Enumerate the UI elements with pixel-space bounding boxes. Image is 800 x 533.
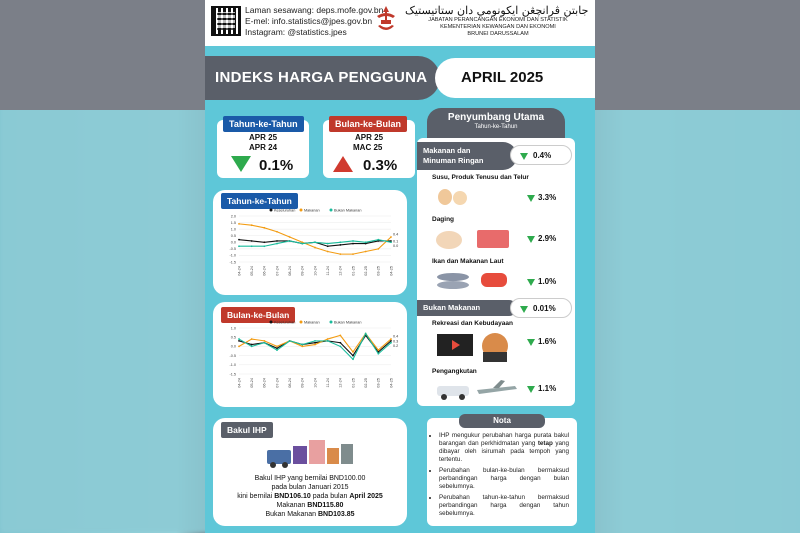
data-point bbox=[276, 240, 278, 242]
data-point bbox=[327, 340, 329, 342]
data-point bbox=[251, 224, 253, 226]
mom-value: 0.3% bbox=[363, 157, 398, 174]
x-tick-label: 06-24 bbox=[262, 378, 267, 388]
item-ikan-value: 1.0% bbox=[538, 277, 557, 286]
infographic-poster bbox=[205, 0, 595, 533]
data-point bbox=[339, 346, 341, 348]
down-arrow-icon bbox=[527, 236, 535, 243]
fish-icon bbox=[435, 269, 515, 291]
legend-label: Makanan bbox=[304, 208, 320, 213]
data-point bbox=[339, 244, 341, 246]
department-line3: BRUNEI DARUSSALAM bbox=[467, 31, 529, 37]
data-point bbox=[276, 347, 278, 349]
data-point bbox=[365, 333, 367, 335]
end-value-label: 0.2 bbox=[393, 344, 399, 349]
x-tick-label: 04-24 bbox=[237, 266, 242, 276]
x-tick-label: 01-25 bbox=[351, 378, 356, 388]
y-tick-label: -1.5 bbox=[229, 372, 236, 377]
nota-list bbox=[431, 432, 569, 521]
nota-item-1: • IHP mengukur perubahan harga purata bakul barangan dan perkhidmatan yang tetap yang dibayar oleh isirumah pada tempoh yang tertentu. bbox=[439, 432, 569, 464]
data-point bbox=[276, 231, 278, 233]
mom-chart-tag: Bulan-ke-Bulan bbox=[221, 307, 295, 323]
end-value-label: 0.4 bbox=[393, 334, 399, 339]
recreation-icon bbox=[435, 330, 515, 364]
yoy-chart-card bbox=[213, 190, 407, 295]
end-value-label: 0.3 bbox=[393, 339, 399, 344]
data-point bbox=[339, 342, 341, 344]
data-point bbox=[390, 342, 392, 344]
item-rekreasi-label: Rekreasi dan Kebudayaan bbox=[432, 320, 513, 327]
penyumbang-title: Penyumbang Utama bbox=[447, 112, 545, 123]
legend-label: Keseluruhan bbox=[274, 208, 296, 213]
y-tick-label: 1.0 bbox=[230, 326, 236, 331]
data-point bbox=[365, 241, 367, 243]
x-tick-label: 12-24 bbox=[338, 266, 343, 276]
y-tick-label: -1.0 bbox=[229, 363, 236, 368]
data-point bbox=[377, 349, 379, 351]
x-tick-label: 04-25 bbox=[389, 266, 394, 276]
down-arrow-icon bbox=[520, 306, 528, 313]
series-line bbox=[239, 224, 391, 254]
data-point bbox=[339, 241, 341, 243]
transport-icon bbox=[435, 378, 519, 402]
y-tick-label: 2.0 bbox=[230, 214, 236, 219]
y-tick-label: -0.5 bbox=[229, 353, 236, 358]
legend-marker bbox=[270, 321, 273, 324]
data-point bbox=[352, 240, 354, 242]
month-bar bbox=[435, 58, 595, 98]
instagram-text: Instagram: @statistics.jpes bbox=[245, 27, 347, 37]
item-daging-value: 2.9% bbox=[538, 234, 557, 243]
makanan-value: 0.4% bbox=[533, 151, 552, 160]
data-point bbox=[314, 241, 316, 243]
data-point bbox=[314, 344, 316, 346]
up-arrow-icon bbox=[333, 156, 353, 172]
brunei-crest-icon bbox=[373, 4, 399, 36]
bakul-tag: Bakul IHP bbox=[221, 422, 273, 438]
legend-label: Keseluruhan bbox=[274, 320, 296, 325]
data-point bbox=[390, 236, 392, 238]
y-tick-label: -1.5 bbox=[229, 260, 236, 265]
department-name bbox=[405, 4, 591, 38]
data-point bbox=[314, 342, 316, 344]
department-jawi: جابتن ڤرانچڠن ايکونومي دان ستاتيستيک bbox=[405, 4, 589, 17]
y-tick-label: 0.5 bbox=[230, 335, 236, 340]
end-value-label: 0.1 bbox=[393, 239, 399, 244]
yoy-summary-card bbox=[217, 120, 309, 178]
bakul-line5: Bukan Makanan BND103.85 bbox=[265, 511, 355, 518]
x-tick-label: 02-25 bbox=[363, 378, 368, 388]
bakul-line3: kini bernilai BND106.10 pada bulan April 2025 bbox=[237, 493, 383, 500]
data-point bbox=[327, 338, 329, 340]
data-point bbox=[238, 239, 240, 241]
bukan-header bbox=[417, 300, 517, 316]
data-point bbox=[377, 239, 379, 241]
data-point bbox=[327, 251, 329, 253]
item-pengangkutan-value: 1.1% bbox=[538, 384, 557, 393]
down-arrow-icon bbox=[527, 339, 535, 346]
data-point bbox=[276, 243, 278, 245]
data-point bbox=[327, 243, 329, 245]
end-value-label: 0.0 bbox=[393, 243, 399, 248]
x-tick-label: 09-24 bbox=[300, 378, 305, 388]
bakul-text bbox=[213, 474, 407, 519]
legend-label: Makanan bbox=[304, 320, 320, 325]
data-point bbox=[289, 240, 291, 242]
legend-marker bbox=[330, 209, 333, 212]
item-daging-label: Daging bbox=[432, 216, 455, 223]
data-point bbox=[377, 353, 379, 355]
x-tick-label: 04-24 bbox=[237, 378, 242, 388]
penyumbang-subtitle: Tahun-ke-Tahun bbox=[474, 124, 518, 130]
department-line2: KEMENTERIAN KEWANGAN DAN EKONOMI bbox=[440, 24, 556, 30]
end-value-label: 0.4 bbox=[393, 232, 399, 237]
data-point bbox=[251, 346, 253, 348]
legend-marker bbox=[300, 321, 303, 324]
data-point bbox=[301, 243, 303, 245]
mom-tag: Bulan-ke-Bulan bbox=[329, 116, 407, 132]
bukan-pill bbox=[510, 298, 572, 318]
data-point bbox=[251, 245, 253, 247]
nota-card bbox=[427, 418, 577, 526]
yoy-line2: APR 24 bbox=[249, 143, 278, 152]
data-point bbox=[289, 236, 291, 238]
data-point bbox=[238, 223, 240, 225]
legend-label: Bukan Makanan bbox=[334, 208, 362, 213]
item-pengangkutan-label: Pengangkutan bbox=[432, 368, 477, 375]
item-susu-value: 3.3% bbox=[538, 193, 557, 202]
item-ikan-label: Ikan dan Makanan Laut bbox=[432, 258, 504, 265]
y-tick-label: -0.5 bbox=[229, 247, 236, 252]
header bbox=[205, 0, 595, 46]
down-arrow-icon bbox=[527, 195, 535, 202]
data-point bbox=[339, 253, 341, 255]
x-tick-label: 01-25 bbox=[351, 266, 356, 276]
data-point bbox=[276, 346, 278, 348]
y-tick-label: -1.0 bbox=[229, 253, 236, 258]
bukan-label: Bukan Makanan bbox=[423, 303, 481, 312]
makanan-header bbox=[417, 142, 517, 170]
mom-line2: MAC 25 bbox=[353, 143, 383, 152]
yoy-line1: APR 25 bbox=[249, 133, 278, 142]
data-point bbox=[263, 342, 265, 344]
nota-title: Nota bbox=[459, 414, 545, 428]
nota-item-2: • Perubahan bulan-ke-bulan bermaksud perbandingan harga dengan bulan sebelumnya. bbox=[439, 467, 569, 491]
x-tick-label: 11-24 bbox=[325, 266, 330, 276]
qr-code-icon[interactable] bbox=[211, 6, 241, 36]
x-tick-label: 06-24 bbox=[262, 266, 267, 276]
data-point bbox=[301, 346, 303, 348]
y-tick-label: 0.0 bbox=[230, 240, 236, 245]
email-text: E-mel: info.statistics@jpes.gov.bn bbox=[245, 16, 373, 26]
bakul-line1: Bakul IHP yang bernilai BND100.00 bbox=[254, 475, 366, 482]
down-arrow-icon bbox=[231, 156, 251, 172]
data-point bbox=[238, 338, 240, 340]
bukan-value: 0.01% bbox=[533, 304, 556, 313]
yoy-value: 0.1% bbox=[259, 157, 294, 174]
data-point bbox=[314, 340, 316, 342]
x-tick-label: 09-24 bbox=[300, 266, 305, 276]
eggs-icon bbox=[435, 186, 475, 206]
page-title: INDEKS HARGA PENGGUNA bbox=[215, 69, 428, 86]
penyumbang-header bbox=[427, 108, 565, 138]
mom-chart-card bbox=[213, 302, 407, 407]
data-point bbox=[390, 338, 392, 340]
yoy-chart-tag: Tahun-ke-Tahun bbox=[221, 193, 298, 209]
y-tick-label: 0.5 bbox=[230, 234, 236, 239]
item-susu-label: Susu, Produk Tenusu dan Telur bbox=[432, 174, 529, 181]
x-tick-label: 07-24 bbox=[275, 266, 280, 276]
data-point bbox=[238, 245, 240, 247]
y-tick-label: 1.0 bbox=[230, 227, 236, 232]
makanan-label: Makanan dan Minuman Ringan bbox=[423, 146, 484, 165]
data-point bbox=[251, 240, 253, 242]
x-tick-label: 07-24 bbox=[275, 378, 280, 388]
shopping-items-icon bbox=[265, 438, 355, 468]
data-point bbox=[352, 351, 354, 353]
yoy-line-chart bbox=[213, 190, 407, 295]
data-point bbox=[339, 334, 341, 336]
data-point bbox=[327, 245, 329, 247]
data-point bbox=[352, 253, 354, 255]
data-point bbox=[276, 349, 278, 351]
data-point bbox=[314, 247, 316, 249]
title-bar bbox=[205, 56, 440, 100]
x-tick-label: 11-24 bbox=[325, 378, 330, 388]
data-point bbox=[390, 241, 392, 243]
meat-icon bbox=[435, 226, 515, 252]
data-point bbox=[352, 355, 354, 357]
x-tick-label: 03-25 bbox=[376, 266, 381, 276]
website-text: Laman sesawang: deps.mofe.gov.bn bbox=[245, 5, 384, 15]
data-point bbox=[251, 338, 253, 340]
data-point bbox=[352, 243, 354, 245]
legend-marker bbox=[330, 321, 333, 324]
x-tick-label: 08-24 bbox=[287, 266, 292, 276]
data-point bbox=[263, 227, 265, 229]
bakul-line4: Makanan BND115.80 bbox=[276, 502, 344, 509]
data-point bbox=[238, 346, 240, 348]
makanan-pill bbox=[510, 145, 572, 165]
data-point bbox=[377, 248, 379, 250]
x-tick-label: 04-25 bbox=[389, 378, 394, 388]
data-point bbox=[263, 241, 265, 243]
x-tick-label: 03-25 bbox=[376, 378, 381, 388]
x-tick-label: 08-24 bbox=[287, 378, 292, 388]
data-point bbox=[352, 358, 354, 360]
y-tick-label: 1.5 bbox=[230, 220, 236, 225]
x-tick-label: 12-24 bbox=[338, 378, 343, 388]
data-point bbox=[301, 344, 303, 346]
legend-marker bbox=[300, 209, 303, 212]
x-tick-label: 10-24 bbox=[313, 378, 318, 388]
x-tick-label: 02-25 bbox=[363, 266, 368, 276]
data-point bbox=[263, 245, 265, 247]
nota-item-3: • Perubahan tahun-ke-tahun bermaksud perbandingan harga dengan tahun sebelumnya. bbox=[439, 494, 569, 518]
data-point bbox=[238, 340, 240, 342]
department-line1: JABATAN PERANCANGAN EKONOMI DAN STATISTIK bbox=[428, 17, 568, 23]
data-point bbox=[365, 251, 367, 253]
yoy-tag: Tahun-ke-Tahun bbox=[223, 116, 304, 132]
month-label: APRIL 2025 bbox=[461, 69, 544, 86]
x-tick-label: 10-24 bbox=[313, 266, 318, 276]
mom-summary-card bbox=[323, 120, 415, 178]
down-arrow-icon bbox=[520, 153, 528, 160]
legend-label: Bukan Makanan bbox=[334, 320, 362, 325]
bakul-line2: pada bulan Januari 2015 bbox=[271, 484, 349, 491]
down-arrow-icon bbox=[527, 386, 535, 393]
mom-line-chart bbox=[213, 302, 407, 407]
data-point bbox=[251, 344, 253, 346]
data-point bbox=[263, 340, 265, 342]
contact-info bbox=[245, 5, 383, 38]
down-arrow-icon bbox=[527, 279, 535, 286]
mom-line1: APR 25 bbox=[355, 133, 384, 142]
item-rekreasi-value: 1.6% bbox=[538, 337, 557, 346]
data-point bbox=[289, 340, 291, 342]
y-tick-label: 0.0 bbox=[230, 344, 236, 349]
x-tick-label: 05-24 bbox=[249, 378, 254, 388]
legend-marker bbox=[270, 209, 273, 212]
x-tick-label: 05-24 bbox=[249, 266, 254, 276]
bakul-card bbox=[213, 418, 407, 526]
